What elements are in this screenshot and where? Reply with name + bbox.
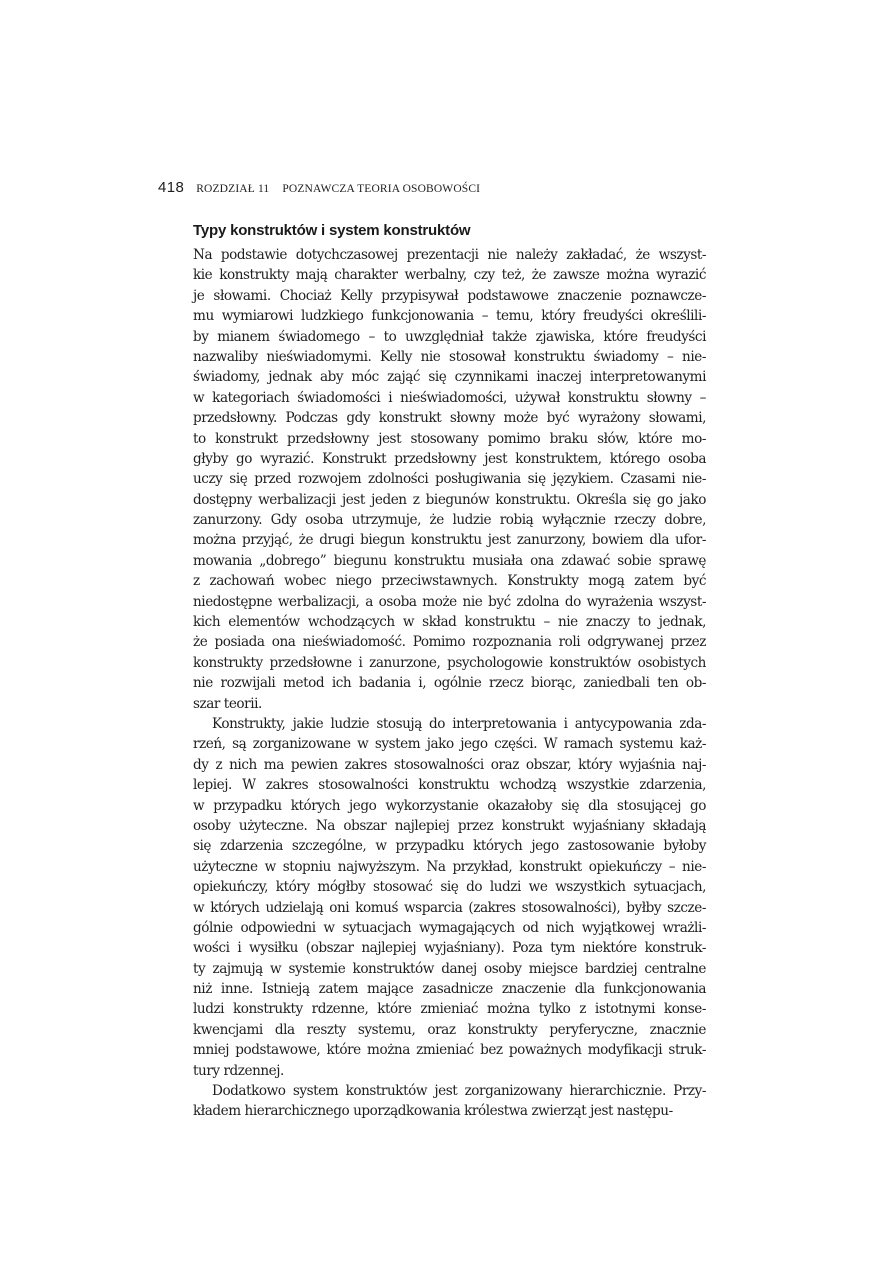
text-line: je słowami. Chociaż Kelly przypisywał podstawowe znaczenie poznawcze- [193, 287, 706, 304]
text-line: uczy się przed rozwojem zdolności posługiwania się językiem. Czasami nie- [193, 471, 706, 488]
text-line: kładem hierarchicznego uporządkowania królestwa zwierząt jest następu- [193, 1103, 673, 1120]
text-line: wości i wysiłku (obszar najlepiej wyjaśniany). Poza tym niektóre konstruk- [193, 940, 706, 957]
page-number: 418 [158, 179, 185, 196]
section-heading: Typy konstruktów i system konstruktów [193, 222, 471, 239]
text-line: to konstrukt przedsłowny jest stosowany pomimo braku słów, które mo- [193, 430, 706, 447]
text-line: głyby go wyrazić. Konstrukt przedsłowny jest konstruktem, którego osoba [193, 450, 706, 467]
text-line: nazwaliby nieświadomymi. Kelly nie stosował konstruktu świadomy – nie- [193, 348, 706, 365]
text-line: zanurzony. Gdy osoba utrzymuje, że ludzie robią wyłącznie rzeczy dobre, [193, 512, 706, 529]
text-line: gólnie odpowiedni w sytuacjach wymagających od nich wyjątkowej wrażli- [193, 919, 706, 936]
text-line: osoby użyteczne. Na obszar najlepiej przez konstrukt wyjaśniany składają [193, 817, 706, 834]
paragraph [193, 245, 706, 714]
text-line: się zdarzenia szczególne, w przypadku których jego zastosowanie byłoby [193, 838, 706, 855]
text-line: z zachowań wobec niego przeciwstawnych. Konstrukty mogą zatem być [193, 573, 706, 590]
text-line: ty zajmują w systemie konstruktów danej osoby miejsce bardziej centralne [193, 960, 706, 977]
paragraph [193, 714, 706, 1081]
text-line: niedostępne werbalizacji, a osoba może nie być zdolna do wyrażenia wszyst- [193, 593, 706, 610]
text-line: niż inne. Istnieją zatem mające zasadnicze znaczenie dla funkcjonowania [193, 981, 706, 998]
text-line: by mianem świadomego – to uwzględniał także zjawiska, które freudyści [193, 328, 706, 345]
chapter-label: ROZDZIAŁ 11 [196, 183, 270, 195]
text-line: mowania „dobrego” biegunu konstruktu musiała ona zdawać sobie sprawę [193, 552, 706, 569]
text-line: użyteczne w stopniu najwyższym. Na przykład, konstrukt opiekuńczy – nie- [193, 858, 706, 875]
text-line: kich elementów wchodzących w skład konstruktu – nie znaczy to jednak, [193, 614, 706, 631]
text-line: dostępny werbalizacji jest jeden z biegunów konstruktu. Określa się go jako [193, 491, 706, 508]
chapter-title: POZNAWCZA TEORIA OSOBOWOŚCI [282, 183, 481, 195]
body-text [193, 245, 706, 1122]
text-line: dy z nich ma pewien zakres stosowalności oraz obszar, który wyjaśnia naj- [193, 756, 706, 773]
text-line: świadomy, jednak aby móc zająć się czynnikami inaczej interpretowanymi [193, 369, 706, 386]
text-line: mniej podstawowe, które można zmieniać bez poważnych modyfikacji struk- [193, 1042, 706, 1059]
paragraph [193, 1081, 706, 1122]
text-line: że posiada ona nieświadomość. Pomimo rozpoznania roli odgrywanej przez [193, 634, 706, 651]
text-line: mu wymiarowi ludzkiego funkcjonowania – temu, który freudyści określili- [193, 308, 706, 325]
text-line: w przypadku których jego wykorzystanie okazałoby się dla stosującej go [193, 797, 706, 814]
text-line: lepiej. W zakres stosowalności konstruktu wchodzą wszystkie zdarzenia, [193, 777, 706, 794]
text-line: tury rdzennej. [193, 1062, 284, 1079]
text-line: przedsłowny. Podczas gdy konstrukt słowny może być wyrażony słowami, [193, 410, 706, 427]
text-line: kie konstrukty mają charakter werbalny, czy też, że zawsze można wyrazić [193, 267, 706, 284]
text-line: Dodatkowo system konstruktów jest zorganizowany hierarchicznie. Przy- [212, 1083, 706, 1100]
text-line: opiekuńczy, który mógłby stosować się do ludzi we wszystkich sytuacjach, [193, 879, 706, 896]
text-line: konstrukty przedsłowne i zanurzone, psychologowie konstruktów osobistych [193, 654, 706, 671]
text-line: nie rozwijali metod ich badania i, ogólnie rzecz biorąc, zaniedbali ten ob- [193, 675, 706, 692]
text-line: ludzi konstrukty rdzenne, które zmieniać można tylko z istotnymi konse- [193, 1001, 706, 1018]
text-line: w których udzielają oni komuś wsparcia (zakres stosowalności), byłby szcze- [193, 899, 706, 916]
text-line: kwencjami dla reszty systemu, oraz konstrukty peryferyczne, znacznie [193, 1021, 706, 1038]
text-line: Konstrukty, jakie ludzie stosują do interpretowania i antycypowania zda- [212, 715, 706, 732]
text-line: rzeń, są zorganizowane w system jako jego części. W ramach systemu każ- [193, 736, 706, 753]
running-head [158, 179, 718, 199]
text-line: Na podstawie dotychczasowej prezentacji nie należy zakładać, że wszyst- [193, 247, 706, 263]
text-line: szar teorii. [193, 695, 262, 712]
text-line: można przyjąć, że drugi biegun konstruktu jest zanurzony, bowiem dla ufor- [193, 532, 706, 549]
text-line: w kategoriach świadomości i nieświadomości, używał konstruktu słowny – [193, 389, 706, 406]
